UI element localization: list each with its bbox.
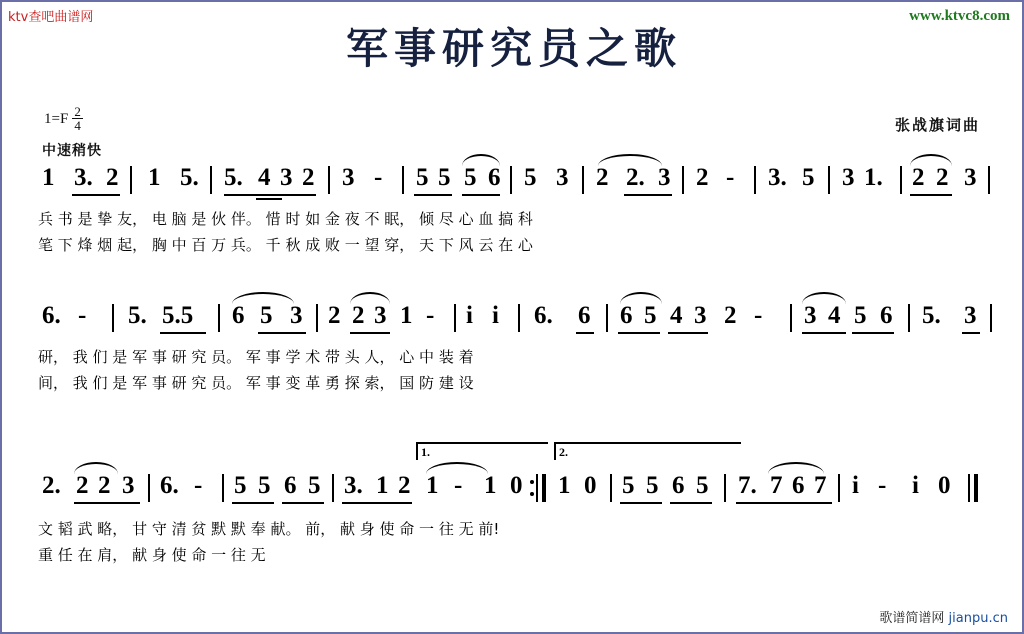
- volta-label-2: 2.: [559, 445, 568, 459]
- barline: [990, 304, 992, 332]
- barline: [222, 474, 224, 502]
- barline: [900, 166, 902, 194]
- note: 3.: [768, 164, 787, 191]
- beam-underline: [342, 502, 412, 504]
- beam-underline: [72, 194, 120, 196]
- note: i: [912, 472, 919, 499]
- note: 1.: [864, 164, 883, 191]
- note: 3: [342, 164, 355, 191]
- lyric-text: 文 韬 武 略， 甘 守 清 贫 默 默 奉 献。 前， 献 身 使 命 一 往 无 前!: [38, 520, 500, 538]
- final-thick-barline: [974, 474, 978, 502]
- barline: [402, 166, 404, 194]
- note: 3.: [344, 472, 363, 499]
- watermark-left: ktv查吧曲谱网: [8, 10, 94, 25]
- note: -: [878, 472, 887, 499]
- note: 6: [578, 302, 591, 329]
- barline: [988, 166, 990, 194]
- note: 6: [672, 472, 685, 499]
- volta-bracket-2: [554, 442, 741, 460]
- key-label: 1=F: [44, 111, 69, 127]
- note: 6.: [160, 472, 179, 499]
- barline: [908, 304, 910, 332]
- note: -: [454, 472, 463, 499]
- note: 1: [376, 472, 389, 499]
- lyric-text: 兵 书 是 挚 友， 电 脑 是 伙 伴。 惜 时 如 金 夜 不 眠， 倾 尽 心 血 搞 科: [38, 210, 533, 228]
- note: 2: [696, 164, 709, 191]
- beam-underline: [618, 332, 660, 334]
- note: 2: [106, 164, 119, 191]
- note: 3: [804, 302, 817, 329]
- beam-underline: [462, 194, 500, 196]
- beam-underline: [160, 332, 206, 334]
- system-1-lyrics-verse-1: [2, 208, 1024, 230]
- note: 3: [964, 302, 977, 329]
- note: 4: [258, 164, 271, 191]
- slur: [426, 462, 488, 474]
- note: 2: [398, 472, 411, 499]
- note: 2.: [42, 472, 61, 499]
- note: 5: [854, 302, 867, 329]
- note: 5: [416, 164, 429, 191]
- key-signature: [44, 106, 83, 133]
- note: i: [466, 302, 473, 329]
- slur: [802, 292, 846, 304]
- barline: [828, 166, 830, 194]
- slur: [462, 154, 500, 166]
- slur: [768, 462, 824, 474]
- barline: [754, 166, 756, 194]
- beam-underline: [962, 332, 980, 334]
- system-2-lyrics-verse-1: [2, 346, 1024, 368]
- note: 0: [584, 472, 597, 499]
- note: i: [852, 472, 859, 499]
- system-3-lyrics-verse-1: [2, 518, 1024, 540]
- lyric-text: 间， 我 们 是 军 事 研 究 员。 军 事 变 革 勇 探 索， 国 防 建 设: [38, 374, 474, 392]
- note: 0: [510, 472, 523, 499]
- note: 1: [400, 302, 413, 329]
- note: 3: [556, 164, 569, 191]
- note: 7: [770, 472, 783, 499]
- note: 5.: [922, 302, 941, 329]
- note: 5: [464, 164, 477, 191]
- note: 2: [76, 472, 89, 499]
- note: 6: [488, 164, 501, 191]
- barline: [218, 304, 220, 332]
- note: -: [726, 164, 735, 191]
- note: 5: [644, 302, 657, 329]
- note: -: [78, 302, 87, 329]
- barline: [838, 474, 840, 502]
- slur: [910, 154, 952, 166]
- barline: [130, 166, 132, 194]
- note: 2: [596, 164, 609, 191]
- page-title: 军事研究员之歌: [345, 24, 682, 73]
- note: 6: [620, 302, 633, 329]
- lyric-text: 重 任 在 肩， 献 身 使 命 一 往 无: [38, 546, 266, 564]
- barline: [518, 304, 520, 332]
- barline: [328, 166, 330, 194]
- barline: [210, 166, 212, 194]
- beam-underline: [802, 332, 846, 334]
- barline: [536, 474, 538, 502]
- note: 3: [964, 164, 977, 191]
- beam-underline: [258, 332, 306, 334]
- barline: [610, 474, 612, 502]
- lyric-text: 笔 下 烽 烟 起， 胸 中 百 万 兵。 千 秋 成 败 一 望 穿， 天 下 风 云 在 心: [38, 236, 533, 254]
- note: 2: [302, 164, 315, 191]
- watermark-bottom-cn: 歌谱简谱网: [879, 611, 945, 626]
- note: -: [374, 164, 383, 191]
- beam-underline: [232, 502, 274, 504]
- note: 6: [232, 302, 245, 329]
- note: 5: [524, 164, 537, 191]
- barline: [724, 474, 726, 502]
- note: 3: [122, 472, 135, 499]
- beam-underline: [736, 502, 832, 504]
- note: 3: [290, 302, 303, 329]
- note: 0: [938, 472, 951, 499]
- note: -: [194, 472, 203, 499]
- beam-underline: [852, 332, 894, 334]
- note: 2: [98, 472, 111, 499]
- system-1-lyrics-verse-2: [2, 234, 1024, 256]
- watermark-bottom-site: jianpu.cn: [948, 611, 1008, 626]
- note: 6: [792, 472, 805, 499]
- note: 6: [284, 472, 297, 499]
- slur: [350, 292, 390, 304]
- beam-underline: [910, 194, 952, 196]
- note: 6.: [42, 302, 61, 329]
- note: 1: [148, 164, 161, 191]
- meter-numerator: 2: [74, 104, 81, 119]
- system-1-notes: [2, 164, 1024, 198]
- barline: [582, 166, 584, 194]
- lyric-text: 研， 我 们 是 军 事 研 究 员。 军 事 学 术 带 头 人， 心 中 装 着: [38, 348, 474, 366]
- beam-underline: [74, 502, 140, 504]
- note: 6.: [534, 302, 553, 329]
- note: 1: [484, 472, 497, 499]
- note: 7.: [738, 472, 757, 499]
- volta-label-1: 1.: [421, 445, 430, 459]
- note: 3: [694, 302, 707, 329]
- note: -: [426, 302, 435, 329]
- note: -: [754, 302, 763, 329]
- note: 5: [646, 472, 659, 499]
- note: 5.: [180, 164, 199, 191]
- note: 5: [308, 472, 321, 499]
- note: 5: [260, 302, 273, 329]
- beam-underline: [670, 502, 712, 504]
- note: 5: [622, 472, 635, 499]
- volta-bracket-1: [416, 442, 548, 460]
- slur: [232, 292, 294, 304]
- barline: [332, 474, 334, 502]
- music-system-3: [2, 442, 1024, 564]
- system-2-lyrics-verse-2: [2, 372, 1024, 394]
- note: 3: [842, 164, 855, 191]
- note: 2.: [626, 164, 645, 191]
- note: 5.: [224, 164, 243, 191]
- note: 5.: [128, 302, 147, 329]
- barline: [682, 166, 684, 194]
- barline: [968, 474, 970, 502]
- note: 4: [828, 302, 841, 329]
- note: 3: [374, 302, 387, 329]
- author-credit: 张战旗词曲: [894, 116, 980, 134]
- system-2-notes: [2, 302, 1024, 336]
- note: 5.5: [162, 302, 194, 329]
- beam-underline: [282, 502, 324, 504]
- beam-underline: [224, 194, 316, 196]
- note: 3: [280, 164, 293, 191]
- note: 4: [670, 302, 683, 329]
- beam-underline: [620, 502, 662, 504]
- beam-underline: [350, 332, 390, 334]
- beam-underline: [624, 194, 672, 196]
- watermark-bottom: [879, 607, 1008, 626]
- note: 3: [658, 164, 671, 191]
- note: 2: [724, 302, 737, 329]
- music-system-2: [2, 302, 1024, 412]
- system-3-lyrics-verse-2: [2, 544, 1024, 566]
- barline: [148, 474, 150, 502]
- slur: [74, 462, 118, 474]
- note: 1: [426, 472, 439, 499]
- slur: [598, 154, 662, 166]
- tempo-marking: 中速稍快: [42, 143, 102, 159]
- barline: [606, 304, 608, 332]
- meter-denominator: 4: [74, 118, 81, 133]
- slur: [620, 292, 662, 304]
- music-system-1: [2, 164, 1024, 274]
- note: 5: [696, 472, 709, 499]
- note: i: [492, 302, 499, 329]
- system-3-notes: [2, 472, 1024, 506]
- note: 5: [258, 472, 271, 499]
- time-signature: [72, 105, 83, 132]
- note: 3.: [74, 164, 93, 191]
- note: 2: [328, 302, 341, 329]
- barline: [316, 304, 318, 332]
- repeat-thick-barline: [542, 474, 546, 502]
- note: 6: [880, 302, 893, 329]
- note: 1: [42, 164, 55, 191]
- note: 1: [558, 472, 571, 499]
- beam-underline-2: [256, 198, 282, 200]
- barline: [112, 304, 114, 332]
- barline: [510, 166, 512, 194]
- beam-underline: [576, 332, 594, 334]
- watermark-right: www.ktvc8.com: [909, 8, 1010, 24]
- note: 5: [802, 164, 815, 191]
- barline: [454, 304, 456, 332]
- note: 2: [912, 164, 925, 191]
- beam-underline: [414, 194, 452, 196]
- beam-underline: [668, 332, 708, 334]
- note: 7: [814, 472, 827, 499]
- note: 5: [438, 164, 451, 191]
- note: 2: [936, 164, 949, 191]
- note: 2: [352, 302, 365, 329]
- barline: [790, 304, 792, 332]
- note: 5: [234, 472, 247, 499]
